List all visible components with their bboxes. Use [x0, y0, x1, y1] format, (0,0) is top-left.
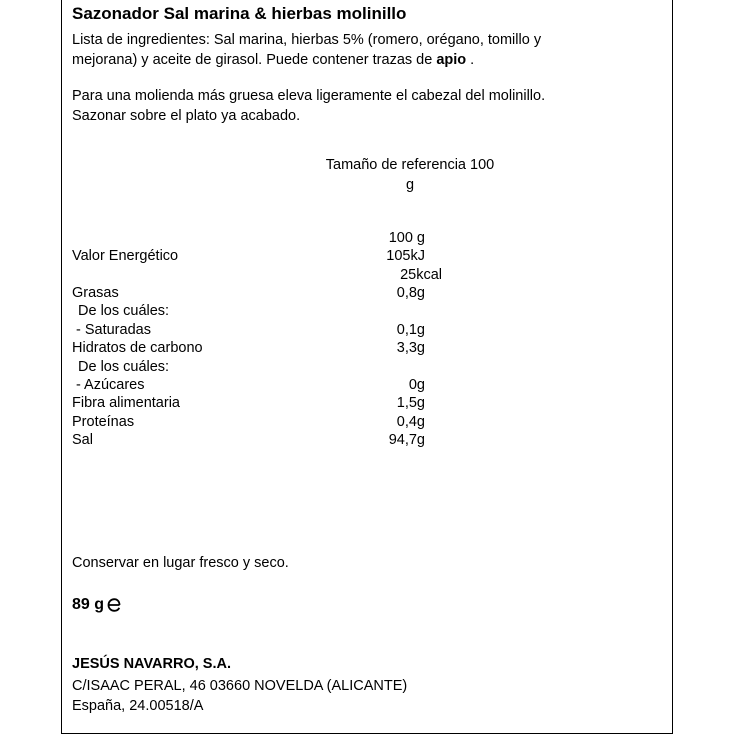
- fiber-value: 1,5g: [396, 395, 425, 411]
- nutrition-reference: [310, 155, 510, 195]
- fat-label: Grasas: [72, 285, 119, 301]
- salt-label: Sal: [72, 432, 93, 448]
- net-weight-value: 89 g: [72, 596, 105, 613]
- product-title: Sazonador Sal marina & hierbas molinillo: [72, 4, 407, 23]
- manufacturer-registry: España, 24.00518/A: [72, 698, 204, 714]
- storage-instructions: Conservar en lugar fresco y seco.: [72, 555, 289, 571]
- salt-value: 94,7g: [388, 432, 425, 448]
- estimated-sign-icon: [106, 596, 122, 614]
- carbs-of-which-label: De los cuáles:: [78, 359, 170, 375]
- reference-line-2: g: [405, 177, 415, 193]
- allergen-highlight: apio: [436, 52, 467, 68]
- fat-value: 0,8g: [396, 285, 425, 301]
- manufacturer-name: JESÚS NAVARRO, S.A.: [72, 656, 231, 672]
- ingredients-list: [72, 30, 602, 70]
- saturated-label: - Saturadas: [76, 322, 151, 338]
- ingredients-end: .: [466, 52, 475, 68]
- fiber-label: Fibra alimentaria: [72, 395, 180, 411]
- energy-kj-value: 105kJ: [386, 248, 425, 264]
- ingredients-text: Lista de ingredientes: Sal marina, hierbas 5% (romero, orégano, tomillo y mejorana) y aceite de girasol. Puede contener trazas de: [72, 32, 542, 68]
- saturated-value: 0,1g: [396, 322, 425, 338]
- reference-line-1: Tamaño de referencia 100: [325, 157, 495, 173]
- energy-kcal-value: 25kcal: [400, 267, 442, 283]
- protein-label: Proteínas: [72, 414, 135, 430]
- column-header: 100 g: [388, 230, 425, 246]
- fat-of-which-label: De los cuáles:: [78, 303, 170, 319]
- protein-value: 0,4g: [396, 414, 425, 430]
- sugars-label: - Azúcares: [76, 377, 145, 393]
- carbs-label: Hidratos de carbono: [72, 340, 203, 356]
- usage-instructions: Para una molienda más gruesa eleva ligeramente el cabezal del molinillo. Sazonar sobre el plato ya acabado.: [72, 88, 546, 124]
- sugars-value: 0g: [408, 377, 425, 393]
- manufacturer-address: C/ISAAC PERAL, 46 03660 NOVELDA (ALICANTE): [72, 678, 408, 694]
- net-weight: [72, 594, 122, 616]
- carbs-value: 3,3g: [396, 340, 425, 356]
- energy-label: Valor Energético: [72, 248, 179, 264]
